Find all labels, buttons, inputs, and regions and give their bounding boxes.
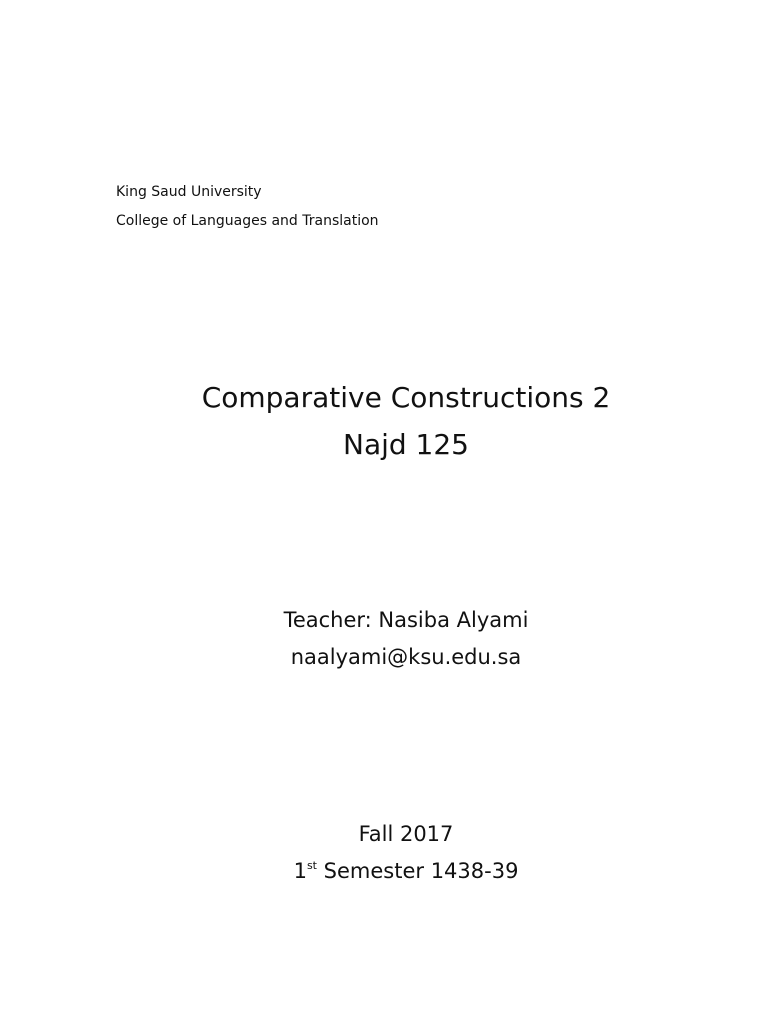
semester-text: Semester 1438-39: [316, 859, 519, 883]
university-name: King Saud University: [116, 184, 262, 200]
term-block: [0, 816, 770, 890]
course-title-block: [0, 374, 770, 468]
semester-ordinal-suffix: st: [306, 859, 317, 872]
college-name: College of Languages and Translation: [116, 213, 379, 229]
term-semester: [0, 853, 770, 890]
semester-number: 1: [293, 859, 307, 883]
teacher-block: [0, 602, 770, 676]
teacher-name: Teacher: Nasiba Alyami: [283, 608, 529, 632]
course-title: Comparative Constructions 2: [201, 381, 611, 414]
institution-header: [116, 178, 379, 236]
term-season: Fall 2017: [358, 822, 454, 846]
teacher-email: naalyami@ksu.edu.sa: [290, 645, 522, 669]
course-code: Najd 125: [343, 428, 469, 461]
